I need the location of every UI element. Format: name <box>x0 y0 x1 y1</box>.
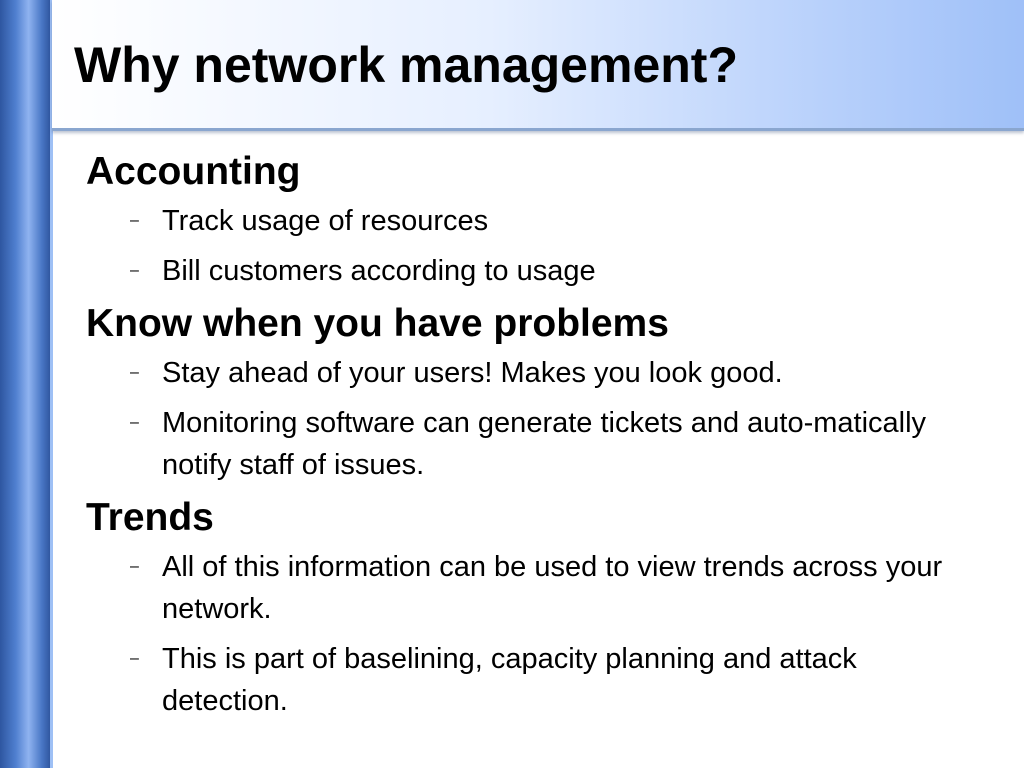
bullet-item <box>86 546 986 630</box>
bullet-item <box>86 402 986 486</box>
left-decorative-bar <box>0 0 52 768</box>
dash-icon: – <box>130 414 139 431</box>
dash-icon: – <box>130 558 139 575</box>
bullet-text: Bill customers according to usage <box>162 255 596 287</box>
section-trends <box>86 494 986 722</box>
section-accounting <box>86 148 986 292</box>
bullet-text: All of this information can be used to view trends across your network. <box>162 551 943 625</box>
dash-icon: – <box>130 364 139 381</box>
bullet-text: Stay ahead of your users! Makes you look good. <box>162 357 783 389</box>
section-heading: Accounting <box>86 150 301 193</box>
dash-icon: – <box>130 262 139 279</box>
slide-content <box>86 148 986 730</box>
section-heading: Trends <box>86 496 214 539</box>
bullet-text: Track usage of resources <box>162 205 489 237</box>
bullet-text: This is part of baselining, capacity planning and attack detection. <box>162 643 857 717</box>
bullet-item <box>86 200 986 242</box>
bullet-item <box>86 250 986 292</box>
bullet-item <box>86 352 986 394</box>
section-problems <box>86 300 986 486</box>
bullet-text: Monitoring software can generate tickets and auto-matically notify staff of issues. <box>162 407 927 481</box>
dash-icon: – <box>130 650 139 667</box>
bullet-item <box>86 638 986 722</box>
slide-title: Why network management? <box>74 37 738 93</box>
section-heading: Know when you have problems <box>86 302 669 345</box>
dash-icon: – <box>130 212 139 229</box>
